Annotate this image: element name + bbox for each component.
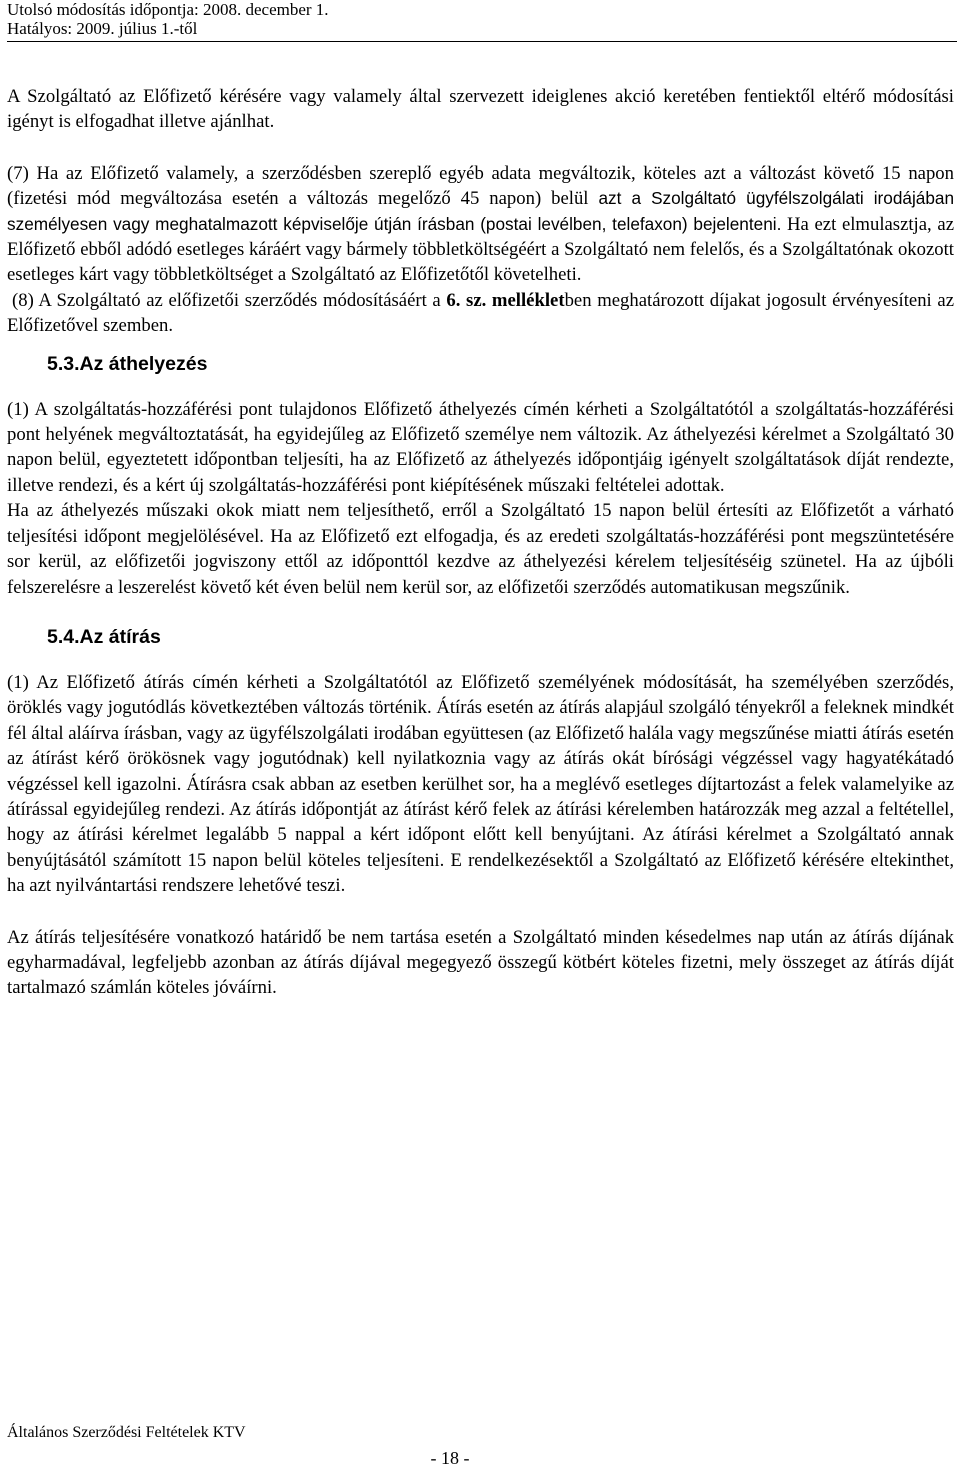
section-heading-5-4: 5.4.Az átírás (47, 625, 161, 648)
paragraph-8 (7, 288, 954, 339)
paragraph-5-3-2: Ha az áthelyezés műszaki okok miatt nem teljesíthető, erről a Szolgáltató 15 napon belül értesíti az Előfizetőt a várható teljesítési időpont megjelölésével. Ha az Előfizető ezt elfogadja, és az eredeti szolgáltatás-hozzáférési pont megszüntetésére sor kerül, az előfizetői jogviszony ettől az időponttól kezdve az áthelyezési kérelem teljesítéséig szünetel. Ha az újbóli felszerelésre a leszerelést követő két éven belül nem kerül sor, az előfizetői szerződés automatikusan megszűnik. (7, 500, 954, 598)
paragraph-7-part3: Ha ezt elmulasztja, az Előfizető ebből adódó esetleges káráért vagy bármely többletköltségéért a Szolgáltató nem felelős, és a Szolgáltatónak okozott esetleges kárt vagy többletköltséget a Szolgáltató az Előfizetőtől követelheti. (7, 213, 954, 286)
page-header (7, 0, 329, 38)
paragraph-7-part1: (7) Ha az Előfizető valamely, a szerződésben szereplő egyéb adata megváltozik, köteles azt a változást követő 15 napon (fizetési mód megváltozása esetén a változás megelőző 45 napon) belül (7, 162, 954, 210)
effective-date-line: Hatályos: 2009. július 1.-től (7, 19, 198, 38)
paragraph-5-4-1: (1) Az Előfizető átírás címén kérheti a Szolgáltatótól az Előfizető személyének módosítását, ha személyében szerződés, öröklés vagy jogutódlás következtében változás történik. Átírás esetén az átírás alapjául szolgáló tényekről a feleknek mindkét fél által aláírva írásban, vagy az ügyfélszolgálati irodában együttesen (az Előfizető halála vagy megszűnése miatti átírás esetén az átírást kérő örökösnek vagy jogutódnak) kell nyilatkoznia vagy az átírás okát bírósági végzéssel vagy hagyatékátadó végzéssel kell igazolni. Átírásra csak abban az esetben kerülhet sor, ha a meglévő esetleges díjtartozást a felek valamelyike az átírással egyidejűleg rendezi. Az átírás időpontját az átírást kérő felek az átírási kérelemben határozzák meg azzal a feltétellel, hogy az átírási kérelmet legalább 5 nappal a kért időpont előtt kell benyújtani. Az átírási kérelmet a Szolgáltató annak benyújtásától számított 15 napon belül köteles teljesíteni. E rendelkezésektől a Szolgáltató az Előfizető kérésére eltekinthet, ha azt nyilvántartási rendszere lehetővé teszi. (7, 671, 954, 897)
document-body (7, 84, 954, 1001)
paragraph-5-3-1: (1) A szolgáltatás-hozzáférési pont tulajdonos Előfizető áthelyezés címén kérheti a Szolgáltatótól a szolgáltatás-hozzáférési pont helyének megváltoztatását, ha egyidejűleg az Előfizető személye nem változik. Az áthelyezési kérelmet a Szolgáltató 30 napon belül, egyeztetett időpontban teljesíti, ha az Előfizető az áthelyezés időpontjáig igényelt szolgáltatások díját rendezte, illetve rendezi, és a kért új szolgáltatás-hozzáférési pont kiépítésének műszaki feltételei adottak. (7, 398, 954, 496)
paragraph-intro: A Szolgáltató az Előfizető kérésére vagy valamely által szervezett ideiglenes akció keretében fentiektől eltérő módosítási igényt is elfogadhat illetve ajánlhat. (7, 86, 954, 133)
section-heading-5-3: 5.3.Az áthelyezés (47, 352, 208, 375)
paragraph-8-part2: ben meghatározott díjakat jogosult érvényesíteni az Előfizetővel szemben. (7, 289, 954, 337)
annex-reference: 6. sz. melléklet (446, 289, 565, 311)
paragraph-7 (7, 161, 954, 288)
footer-document-title: Általános Szerződési Feltételek KTV (7, 1424, 246, 1441)
paragraph-8-part1: (8) A Szolgáltató az előfizetői szerződés módosításáért a (12, 289, 447, 311)
page-number: - 18 - (430, 1448, 470, 1468)
paragraph-5-4-2: Az átírás teljesítésére vonatkozó határidő be nem tartása esetén a Szolgáltató minden késedelmes nap után az átírás díjának egyharmadával, legfeljebb azonban az átírás díjával megegyező összegű kötbért köteles fizetni, mely összeget az átírás díját tartalmazó számlán köteles jóváírni. (7, 926, 954, 999)
header-rule (7, 41, 957, 42)
last-modified-line: Utolsó módosítás időpontja: 2008. december 1. (7, 0, 329, 19)
paragraph-7-part2: azt a Szolgáltató ügyfélszolgálati irodájában személyesen vagy meghatalmazott képviselője útján írásban (postai levélben, telefaxon) bejelenteni. (7, 188, 955, 234)
